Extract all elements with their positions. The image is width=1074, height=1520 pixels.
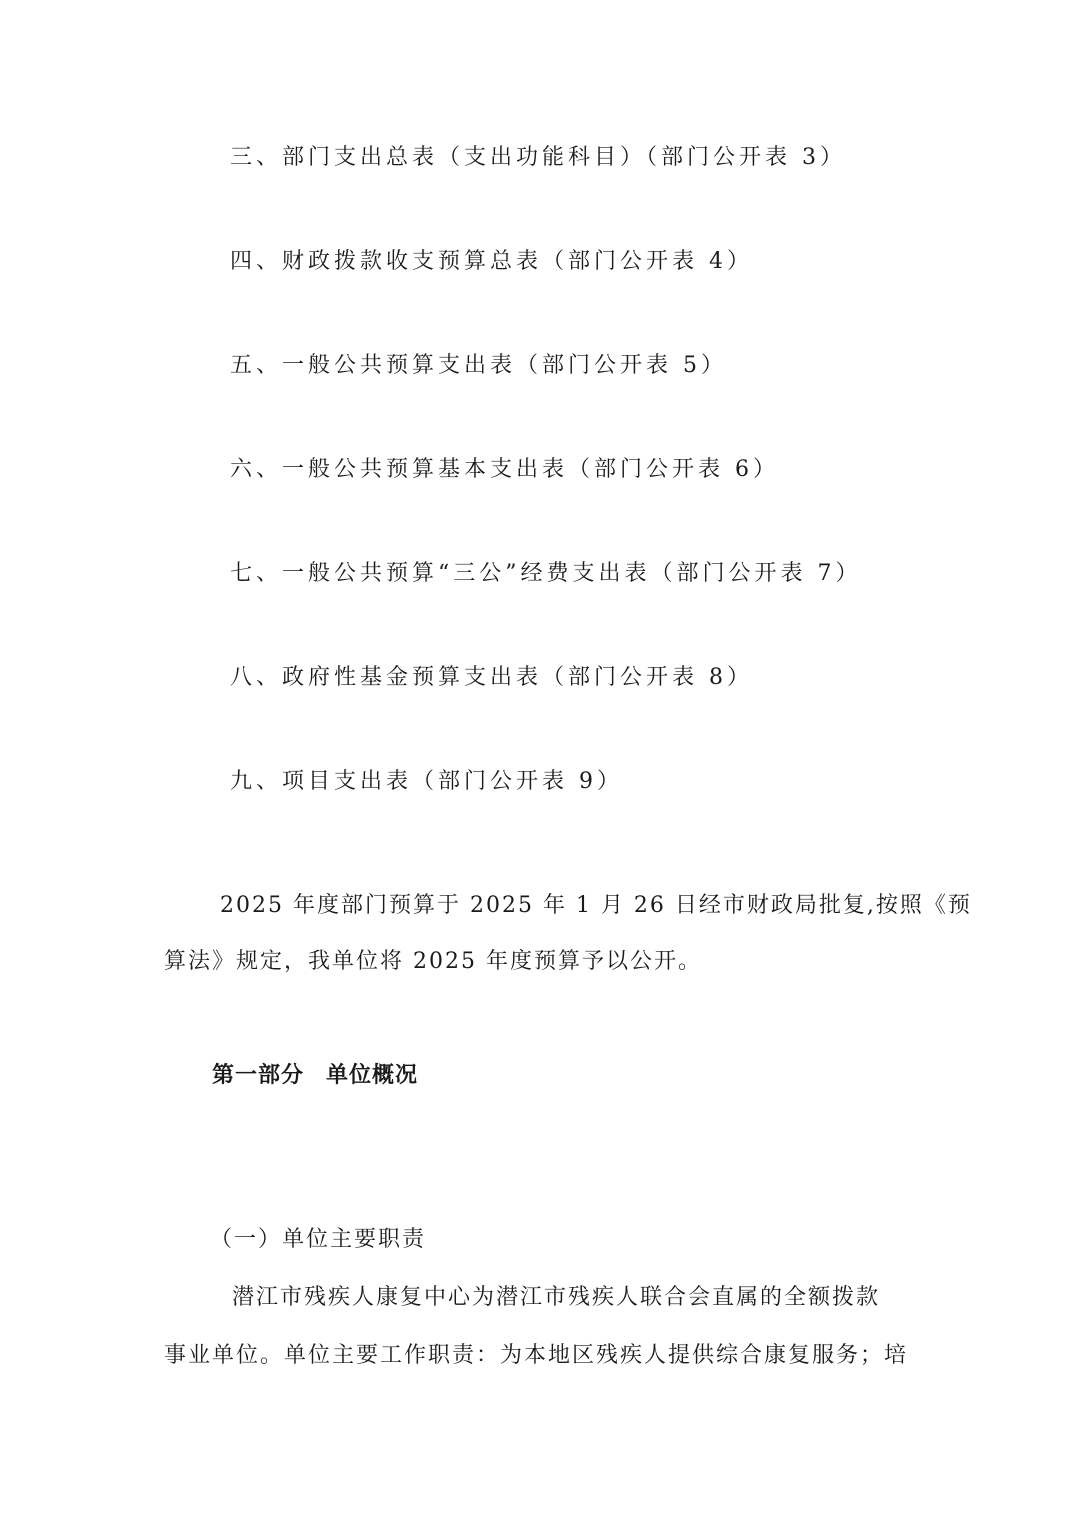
section-heading <box>212 1060 418 1092</box>
toc-item-5: 五、一般公共预算支出表（部门公开表 5） <box>230 353 727 378</box>
intro-paragraph-line-1: 2025 年度部门预算于 2025 年 1 月 26 日经市财政局批复,按照《预 <box>220 893 972 918</box>
section-title: 单位概况 <box>326 1063 419 1088</box>
toc-item-4: 四、财政拨款收支预算总表（部门公开表 4） <box>230 249 753 274</box>
subsection-paragraph-line-1: 潜江市残疾人康复中心为潜江市残疾人联合会直属的全额拨款 <box>232 1285 881 1310</box>
toc-item-9: 九、项目支出表（部门公开表 9） <box>230 769 623 794</box>
toc-item-8: 八、政府性基金预算支出表（部门公开表 8） <box>230 665 753 690</box>
toc-item-3: 三、部门支出总表（支出功能科目）（部门公开表 3） <box>230 145 846 170</box>
intro-paragraph-line-2: 算法》规定，我单位将 2025 年度预算予以公开。 <box>164 949 702 974</box>
toc-item-7: 七、一般公共预算“三公”经费支出表（部门公开表 7） <box>230 561 862 586</box>
toc-item-6: 六、一般公共预算基本支出表（部门公开表 6） <box>230 457 779 482</box>
subsection-title: （一）单位主要职责 <box>210 1227 427 1252</box>
subsection-paragraph-line-2: 事业单位。单位主要工作职责：为本地区残疾人提供综合康复服务；培 <box>164 1343 909 1368</box>
section-part-label: 第一部分 <box>212 1063 305 1088</box>
